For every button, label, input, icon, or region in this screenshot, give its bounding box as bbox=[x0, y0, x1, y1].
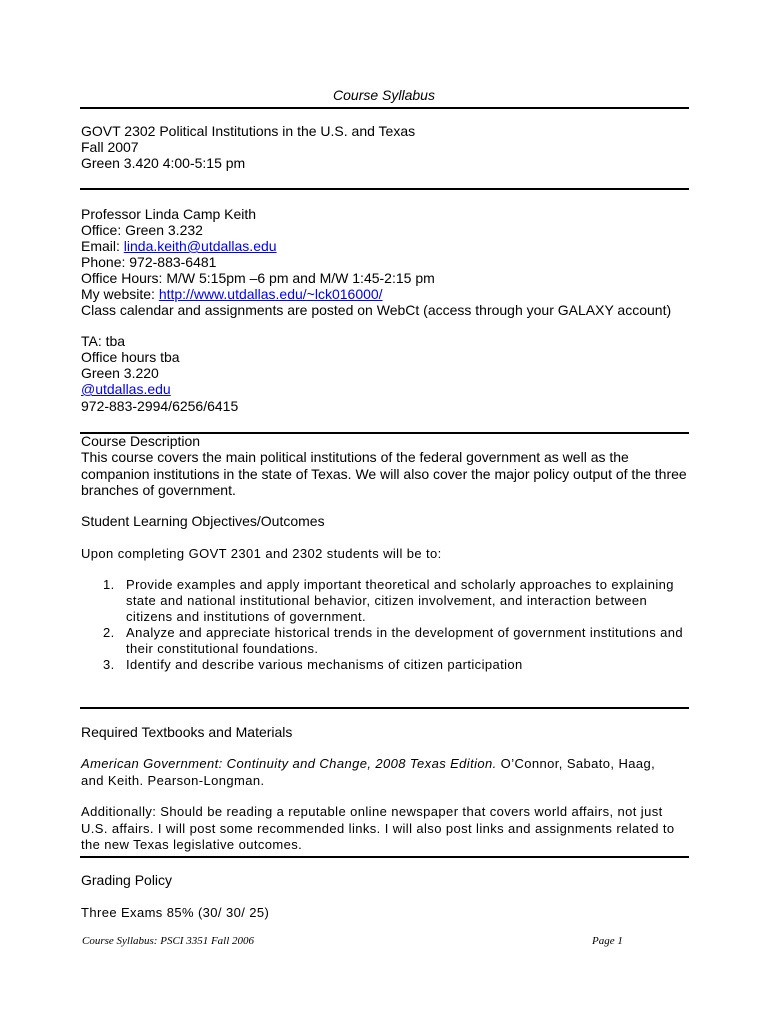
list-item bbox=[103, 625, 693, 657]
divider bbox=[80, 707, 689, 709]
list-item-text: Identify and describe various mechanisms of citizen participation bbox=[126, 657, 523, 672]
grading-exams: Three Exams 85% (30/ 30/ 25) bbox=[81, 905, 270, 920]
ta-office: Green 3.220 bbox=[81, 365, 159, 381]
objectives-list bbox=[103, 577, 693, 673]
list-item-number: 3. bbox=[103, 657, 115, 672]
objectives-intro: Upon completing GOVT 2301 and 2302 students will be to: bbox=[81, 546, 442, 561]
list-item-text: Analyze and appreciate historical trends in the development of government institutions and their constitutional foundations. bbox=[126, 625, 684, 656]
professor-name: Professor Linda Camp Keith bbox=[81, 206, 257, 222]
list-item-text: Provide examples and apply important theoretical and scholarly approaches to explaining state and national institutional behavior, citizen involvement, and interaction between citizens and institutions of government. bbox=[126, 577, 674, 624]
course-name: GOVT 2302 Political Institutions in the U.S. and Texas bbox=[81, 123, 416, 139]
class-calendar-note: Class calendar and assignments are posted on WebCt (access through your GALAXY account) bbox=[81, 302, 672, 318]
website-label: My website: bbox=[81, 286, 159, 302]
list-item-number: 2. bbox=[103, 625, 115, 640]
section-heading-description: Course Description bbox=[81, 433, 201, 449]
section-heading-grading: Grading Policy bbox=[81, 872, 173, 888]
course-description-text: This course covers the main political institutions of the federal government as well as the companion institutions in the state of Texas. We will also cover the major policy output of the three branches of government. bbox=[81, 449, 687, 498]
course-room-time: Green 3.420 4:00-5:15 pm bbox=[81, 155, 246, 171]
list-item bbox=[103, 577, 693, 625]
professor-office: Office: Green 3.232 bbox=[81, 222, 203, 238]
footer-course-label: Course Syllabus: PSCI 3351 Fall 2006 bbox=[82, 935, 255, 947]
section-heading-objectives: Student Learning Objectives/Outcomes bbox=[81, 513, 325, 529]
page-title: Course Syllabus bbox=[333, 87, 435, 103]
additional-materials-text: Additionally: Should be reading a reputable online newspaper that covers world affairs, not just U.S. affairs. I will post some recommended links. I will also post links and assignments related to the new Texas legislative outcomes. bbox=[81, 804, 675, 852]
divider bbox=[80, 107, 689, 109]
website-link[interactable]: http://www.utdallas.edu/~lck016000/ bbox=[158, 286, 383, 302]
textbook-authors: O’Connor, Sabato, Haag, and Keith. Pearson-Longman. bbox=[81, 756, 656, 788]
ta-email-link[interactable]: @utdallas.edu bbox=[81, 381, 171, 397]
professor-office-hours: Office Hours: M/W 5:15pm –6 pm and M/W 1:45-2:15 pm bbox=[81, 270, 435, 286]
professor-email-row bbox=[81, 238, 277, 254]
list-item bbox=[103, 657, 693, 673]
email-label: Email: bbox=[81, 238, 124, 254]
textbook-citation bbox=[81, 756, 681, 789]
professor-website-row bbox=[81, 286, 383, 302]
email-link[interactable]: linda.keith@utdallas.edu bbox=[123, 238, 277, 254]
ta-name: TA: tba bbox=[81, 333, 126, 349]
ta-office-hours: Office hours tba bbox=[81, 349, 180, 365]
professor-phone: Phone: 972-883-6481 bbox=[81, 254, 217, 270]
section-heading-textbooks: Required Textbooks and Materials bbox=[81, 724, 293, 740]
ta-phone: 972-883-2994/6256/6415 bbox=[81, 398, 239, 414]
list-item-number: 1. bbox=[103, 577, 115, 592]
textbook-title: American Government: Continuity and Change, 2008 Texas Edition. bbox=[81, 756, 497, 771]
footer-page-number: Page 1 bbox=[592, 935, 623, 947]
divider bbox=[80, 856, 689, 858]
divider bbox=[80, 188, 689, 190]
course-term: Fall 2007 bbox=[81, 139, 139, 155]
